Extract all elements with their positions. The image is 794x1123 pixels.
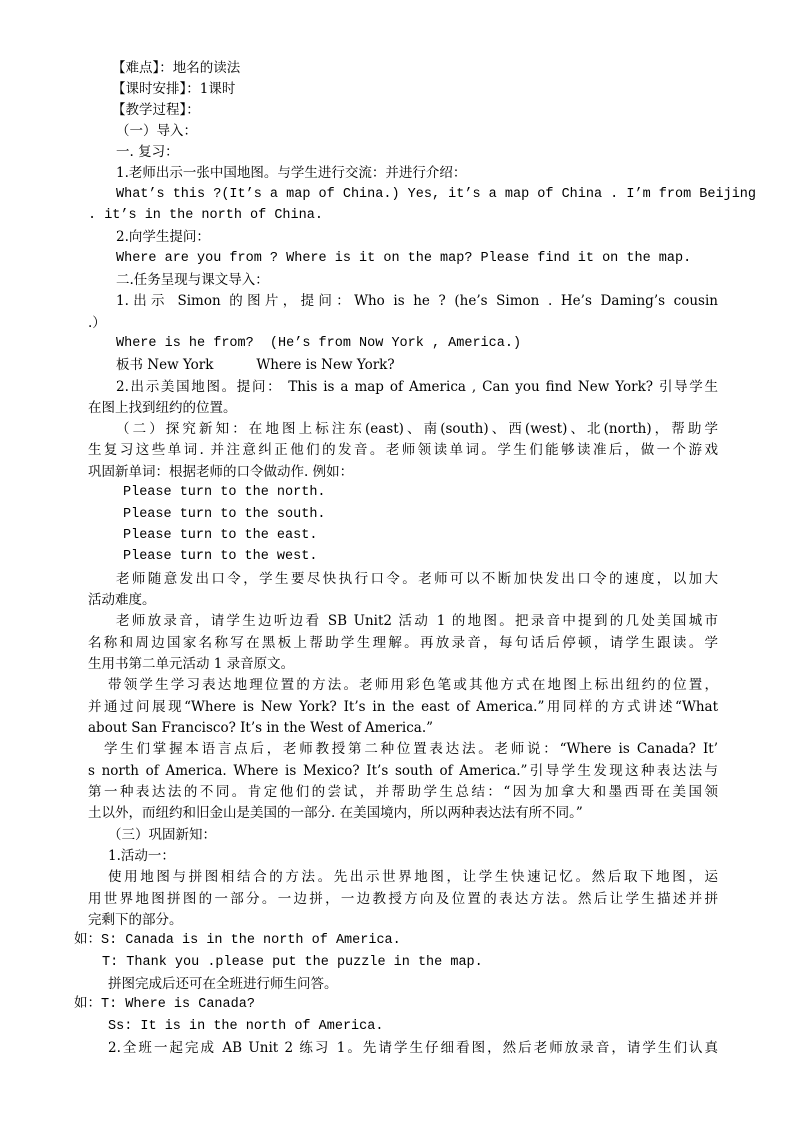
- schedule-heading: 【课时安排】：1课时: [112, 81, 236, 97]
- text-line: 2.全班一起完成 AB Unit 2 练习 1。先请学生仔细看图，然后老师放录音，请学生们认真: [108, 1040, 718, 1056]
- section-consolidate-heading: （三）巩固新知：: [108, 827, 216, 843]
- text-line: 2.出示美国地图。提问： This is a map of America , Can you find New York? 引导学生: [116, 379, 718, 395]
- text-line: 用世界地图拼图的一部分。一边拼，一边教授方向及位置的表达方法。然后让学生描述并拼: [88, 891, 718, 907]
- text-line: 完剩下的部分。: [88, 912, 183, 928]
- dialogue-line: Ss: It is in the north of America.: [108, 1019, 384, 1034]
- text-line: 2.向学生提问：: [116, 229, 210, 245]
- text-line: 学生们掌握本语言点后，老师教授第二种位置表达法。老师说：“Where is Canada? It’: [104, 741, 718, 757]
- text-line: 名称和周边国家名称写在黑板上帮助学生理解。再放录音，每句话后停顿，请学生跟读。学: [88, 635, 718, 651]
- text-line: 生用书第二单元活动 1 录音原文。: [88, 656, 295, 672]
- text-line: Where is he from? (He’s from Now York , America.): [116, 336, 522, 351]
- text-line: What’s this ?(It’s a map of China.) Yes, it’s a map of China . I’m from Beijing: [116, 187, 757, 202]
- dialogue-line: 如：T: Where is Canada?: [74, 997, 255, 1012]
- text-line: 老师放录音，请学生边听边看 SB Unit2 活动 1 的地图。把录音中提到的几处美国城市: [116, 613, 718, 629]
- text-line: （二）探究新知：在地图上标注东(east)、南(south)、西(west)、北(north)，帮助学: [116, 421, 718, 437]
- text-line: 老师随意发出口令，学生要尽快执行口令。老师可以不断加快发出口令的速度，以加大: [116, 571, 718, 587]
- text-line: 板书 New York Where is New York?: [116, 357, 395, 373]
- text-line: 1.出示 Simon 的图片，提问：Who is he ? (he’s Simon . He’s Daming’s cousin: [116, 293, 718, 309]
- text-line: Where are you from ? Where is it on the map? Please find it on the map.: [116, 251, 692, 266]
- text-line: 生复习这些单词. 并注意纠正他们的发音。老师领读单词。学生们能够读准后，做一个游戏: [88, 442, 718, 458]
- text-line: . it’s in the north of China.: [88, 208, 323, 223]
- command-line: Please turn to the south.: [123, 507, 326, 522]
- text-line: 带领学生学习表达地理位置的方法。老师用彩色笔或其他方式在地图上标出纽约的位置，: [108, 677, 718, 693]
- difficulty-heading: 【难点】：地名的读法: [112, 60, 241, 76]
- text-line: 1.老师出示一张中国地图。与学生进行交流：并进行介绍：: [116, 165, 467, 181]
- text-line: 并通过问展现“Where is New York? It’s in the east of America.”用同样的方式讲述“What: [88, 699, 718, 715]
- task-heading: 二.任务呈现与课文导入：: [116, 272, 269, 288]
- command-line: Please turn to the north.: [123, 485, 326, 500]
- section-intro-heading: （一）导入：: [116, 123, 197, 139]
- process-heading: 【教学过程】：: [112, 102, 200, 118]
- text-line: s north of America. Where is Mexico? It’s south of America.”引导学生发现这种表达法与: [88, 763, 718, 779]
- dialogue-line: T: Thank you .please put the puzzle in the map.: [102, 955, 483, 970]
- text-line: 在图上找到纽约的位置。: [88, 400, 237, 416]
- command-line: Please turn to the west.: [123, 549, 318, 564]
- text-line: 拼图完成后还可在全班进行师生问答。: [108, 976, 338, 992]
- dialogue-line: 如：S: Canada is in the north of America.: [74, 933, 401, 948]
- text-line: 第一种表达法的不同。肯定他们的尝试，并帮助学生总结：“因为加拿大和墨西哥在美国领: [88, 784, 718, 800]
- activity-heading: 1.活动一：: [108, 848, 175, 864]
- text-line: 土以外，而纽约和旧金山是美国的一部分. 在美国境内，所以两种表达法有所不同。”: [88, 805, 583, 821]
- command-line: Please turn to the east.: [123, 528, 318, 543]
- text-line: 巩固新单词：根据老师的口令做动作. 例如：: [88, 464, 354, 480]
- text-line: about San Francisco? It’s in the West of America.”: [88, 720, 434, 736]
- text-line: 活动难度。: [88, 592, 156, 608]
- review-heading: 一. 复习：: [116, 144, 179, 160]
- text-line: .）: [88, 315, 106, 331]
- text-line: 使用地图与拼图相结合的方法。先出示世界地图，让学生快速记忆。然后取下地图，运: [108, 869, 718, 885]
